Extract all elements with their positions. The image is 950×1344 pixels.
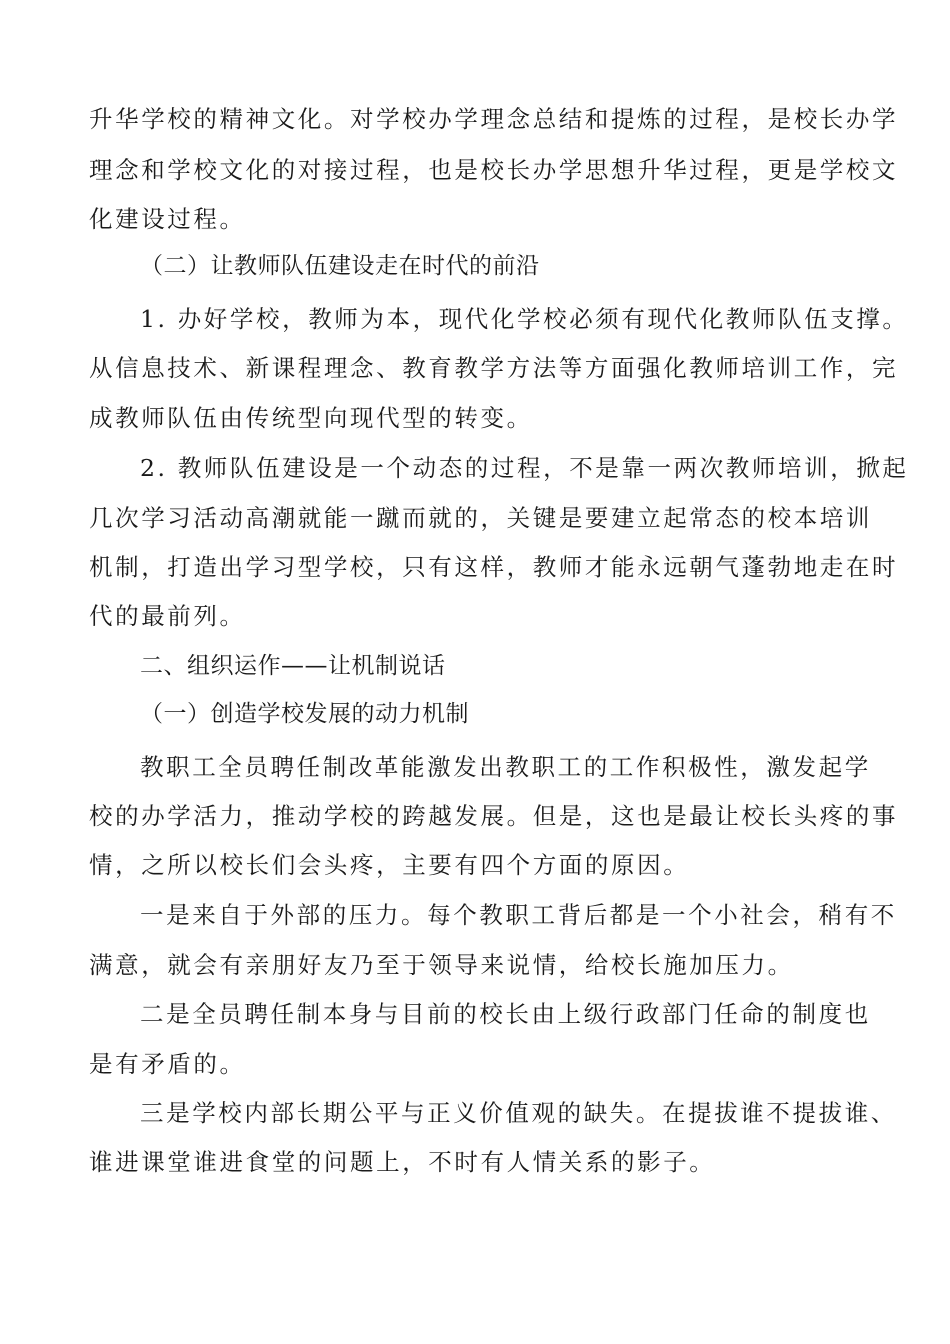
paragraph-line: 是有矛盾的。 — [89, 1050, 246, 1078]
paragraph-line: 三是学校内部长期公平与正义价值观的缺失。在提拔谁不提拔谁、 — [140, 1099, 897, 1127]
paragraph-line: 教职工全员聘任制改革能激发出教职工的工作积极性，激发起学 — [140, 753, 871, 781]
paragraph-line: 几次学习活动高潮就能一蹴而就的，关键是要建立起常态的校本培训 — [89, 504, 872, 532]
paragraph-line: 谁进课堂谁进食堂的问题上，不时有人情关系的影子。 — [89, 1148, 716, 1176]
paragraph-line: 机制，打造出学习型学校，只有这样，教师才能永远朝气蓬勃地走在时 — [89, 553, 899, 581]
paragraph-line: 满意，就会有亲朋好友乃至于领导来说情，给校长施加压力。 — [89, 951, 794, 979]
chapter-heading: 二、组织运作——让机制说话 — [140, 653, 446, 679]
paragraph-line: 1. 办好学校，教师为本，现代化学校必须有现代化教师队伍支撑。 — [140, 305, 909, 333]
paragraph-line: 理念和学校文化的对接过程，也是校长办学思想升华过程，更是学校文 — [89, 156, 899, 184]
paragraph-line: 从信息技术、新课程理念、教育教学方法等方面强化教师培训工作，完 — [89, 354, 899, 382]
section-heading: （一）创造学校发展的动力机制 — [140, 701, 469, 727]
paragraph-line: 化建设过程。 — [89, 205, 246, 233]
paragraph-line: 校的办学活力，推动学校的跨越发展。但是，这也是最让校长头疼的事 — [89, 802, 899, 830]
paragraph-line: 成教师队伍由传统型向现代型的转变。 — [89, 404, 533, 432]
paragraph-line: 2. 教师队伍建设是一个动态的过程，不是靠一两次教师培训，掀起 — [140, 454, 909, 482]
paragraph-line: 二是全员聘任制本身与目前的校长由上级行政部门任命的制度也 — [140, 1000, 871, 1028]
paragraph-line: 升华学校的精神文化。对学校办学理念总结和提炼的过程，是校长办学 — [89, 105, 899, 133]
paragraph-line: 一是来自于外部的压力。每个教职工背后都是一个小社会，稍有不 — [140, 901, 897, 929]
paragraph-line: 情，之所以校长们会头疼，主要有四个方面的原因。 — [89, 851, 690, 879]
section-heading: （二）让教师队伍建设走在时代的前沿 — [140, 253, 540, 279]
paragraph-line: 代的最前列。 — [89, 602, 246, 630]
